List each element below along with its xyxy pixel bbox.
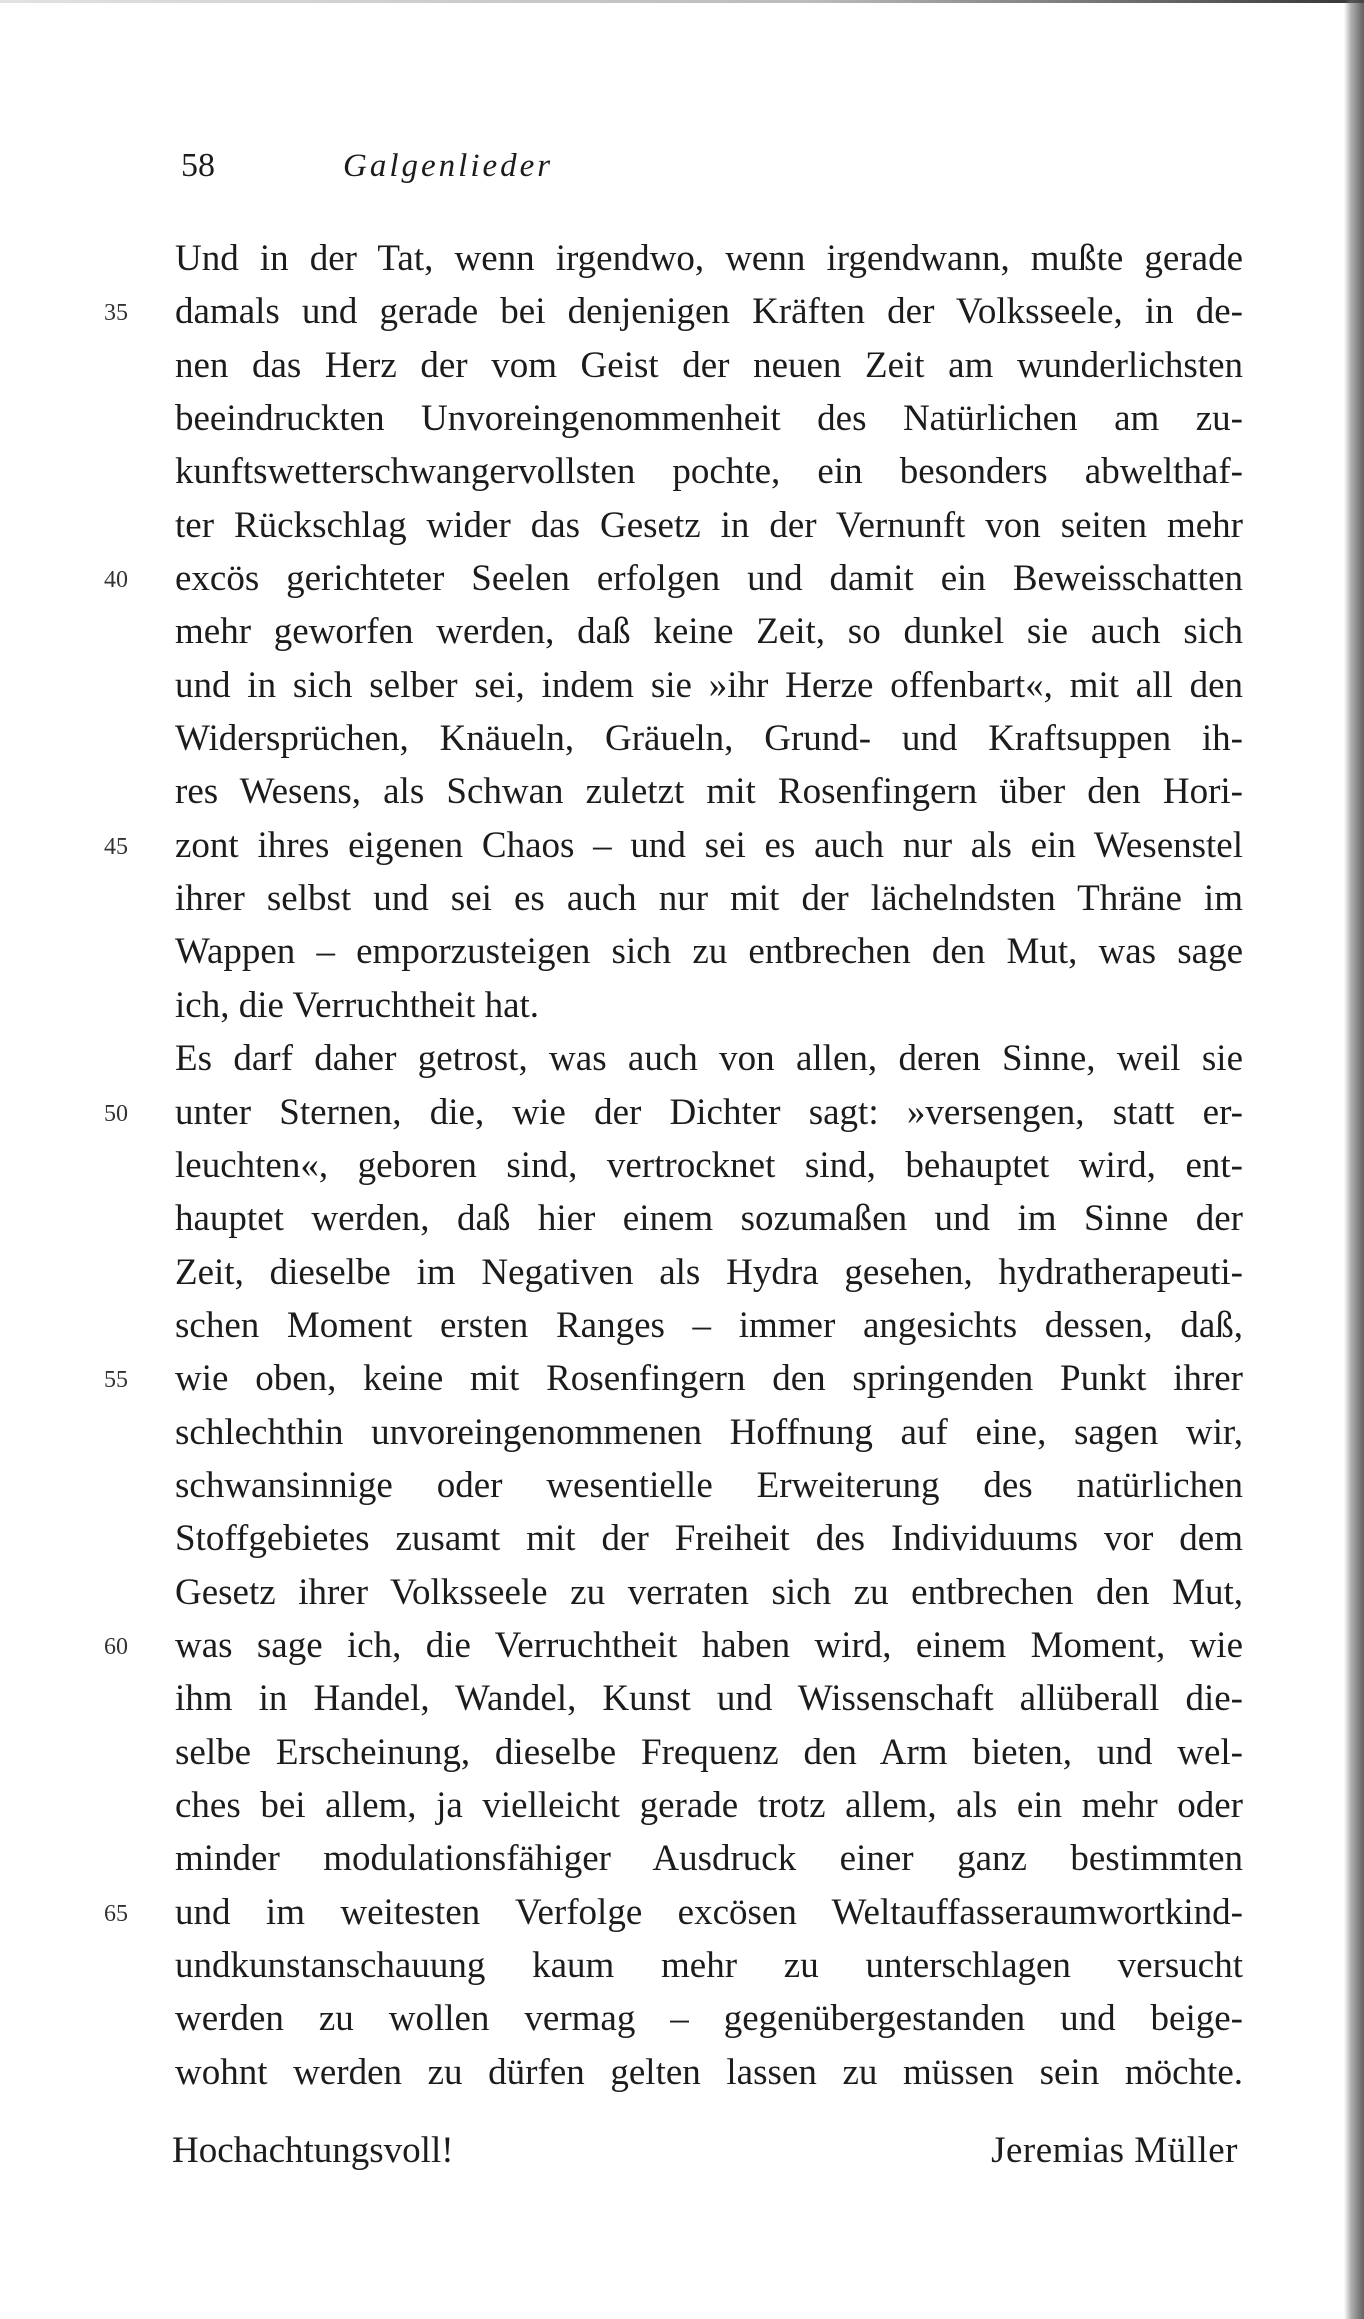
text-line (175, 232, 1243, 285)
text-line-content: ich, die Verruchtheit hat. (175, 984, 540, 1026)
signature: Jeremias Müller (991, 2130, 1238, 2171)
line-number: 35 (104, 300, 128, 327)
line-number: 55 (104, 1367, 128, 1394)
text-line-content: werden zu wollen vermag – gegenübergestanden und beige- (175, 1998, 1243, 2040)
text-line (175, 445, 1243, 498)
text-line-content: mehr geworfen werden, daß keine Zeit, so dunkel sie auch sich (175, 611, 1243, 653)
page-gutter-shadow (1344, 0, 1364, 2319)
text-line (104, 1086, 1243, 1139)
text-line-content: schlechthin unvoreingenommenen Hoffnung auf eine, sagen wir, (175, 1411, 1243, 1453)
running-head (181, 144, 781, 188)
text-line-content: ihrer selbst und sei es auch nur mit der lächelndsten Thräne im (175, 878, 1243, 920)
text-line (175, 1139, 1243, 1192)
text-line-content: Widersprüchen, Knäueln, Gräueln, Grund- und Kraftsuppen ih- (175, 718, 1243, 760)
text-line-content: beeindruckten Unvoreingenommenheit des Natürlichen am zu- (175, 398, 1243, 440)
text-line (175, 1566, 1243, 1619)
letter-closing (172, 2124, 1238, 2178)
page-number: 58 (181, 147, 215, 184)
text-line (175, 1992, 1243, 2045)
text-line (175, 1246, 1243, 1299)
text-line (175, 1459, 1243, 1512)
text-line-content: unter Sternen, die, wie der Dichter sagt: »versengen, statt er- (175, 1091, 1243, 1133)
text-line (175, 765, 1243, 818)
text-line (104, 819, 1243, 872)
text-line-content: Und in der Tat, wenn irgendwo, wenn irgendwann, mußte gerade (175, 238, 1243, 279)
text-line (175, 1192, 1243, 1245)
text-line-content: wohnt werden zu dürfen gelten lassen zu müssen sein möchte. (175, 2051, 1243, 2093)
text-line-content: damals und gerade bei denjenigen Kräften der Volksseele, in de- (175, 291, 1243, 333)
text-line (175, 1832, 1243, 1885)
text-line-content: Gesetz ihrer Volksseele zu verraten sich zu entbrechen den Mut, (175, 1571, 1243, 1613)
text-line-content: und in sich selber sei, indem sie »ihr Herze offenbart«, mit all den (175, 664, 1243, 706)
text-line-content: excös gerichteter Seelen erfolgen und damit ein Beweisschatten (175, 558, 1243, 600)
line-number: 45 (104, 833, 128, 860)
text-line-content: ches bei allem, ja vielleicht gerade trotz allem, als ein mehr oder (175, 1784, 1243, 1826)
text-line-content: Es darf daher getrost, was auch von allen, deren Sinne, weil sie (175, 1038, 1243, 1080)
text-line-content: Zeit, dieselbe im Negativen als Hydra gesehen, hydratherapeuti- (175, 1251, 1243, 1293)
text-line (175, 392, 1243, 445)
text-line-content: hauptet werden, daß hier einem sozumaßen und im Sinne der (175, 1198, 1243, 1240)
text-line (175, 1512, 1243, 1565)
text-line (175, 872, 1243, 925)
text-line (104, 552, 1243, 605)
line-number: 40 (104, 567, 128, 594)
text-line (175, 1779, 1243, 1832)
text-line-content: ihm in Handel, Wandel, Kunst und Wissenschaft allüberall die- (175, 1678, 1243, 1720)
text-line (175, 1032, 1243, 1085)
text-line-content: undkunstanschauung kaum mehr zu unterschlagen versucht (175, 1945, 1243, 1986)
text-line (104, 1886, 1243, 1939)
text-line (175, 1299, 1243, 1352)
text-line-content: ter Rückschlag wider das Gesetz in der Vernunft von seiten mehr (175, 504, 1243, 546)
text-line-content: minder modulationsfähiger Ausdruck einer ganz bestimmten (175, 1838, 1243, 1880)
page-top-edge-shadow (0, 0, 1364, 3)
body-text (104, 232, 1243, 2099)
text-line-content: selbe Erscheinung, dieselbe Frequenz den Arm bieten, und wel- (175, 1731, 1243, 1773)
running-title: Galgenlieder (343, 148, 554, 184)
line-number: 60 (104, 1633, 128, 1660)
text-line (175, 605, 1243, 658)
text-line (175, 1939, 1243, 1992)
text-line (175, 979, 1243, 1032)
text-line-content: Stoffgebietes zusamt mit der Freiheit des Individuums vor dem (175, 1518, 1243, 1560)
text-line (104, 1352, 1243, 1405)
text-line-content: schen Moment ersten Ranges – immer angesichts dessen, daß, (175, 1304, 1243, 1346)
text-line (175, 1406, 1243, 1459)
text-line-content: nen das Herz der vom Geist der neuen Zeit am wunderlichsten (175, 344, 1243, 386)
text-line (175, 339, 1243, 392)
text-line-content: kunftswetterschwangervollsten pochte, ein besonders abwelthaf- (175, 451, 1243, 493)
text-line (175, 712, 1243, 765)
text-line (175, 1726, 1243, 1779)
text-line (175, 659, 1243, 712)
text-line-content: res Wesens, als Schwan zuletzt mit Rosenfingern über den Hori- (175, 771, 1243, 813)
text-line (175, 2046, 1243, 2099)
text-line (104, 1619, 1243, 1672)
line-number: 50 (104, 1100, 128, 1127)
salutation: Hochachtungsvoll! (172, 2130, 454, 2171)
text-line (104, 285, 1243, 338)
text-line (175, 499, 1243, 552)
text-line-content: zont ihres eigenen Chaos – und sei es auch nur als ein Wesenstel (175, 824, 1243, 866)
text-line-content: und im weitesten Verfolge excösen Weltauffasseraumwortkind- (175, 1891, 1243, 1933)
text-line-content: was sage ich, die Verruchtheit haben wird, einem Moment, wie (175, 1624, 1243, 1666)
text-line-content: Wappen – emporzusteigen sich zu entbrechen den Mut, was sage (175, 931, 1243, 973)
text-line-content: wie oben, keine mit Rosenfingern den springenden Punkt ihrer (175, 1358, 1243, 1400)
line-number: 65 (104, 1900, 128, 1927)
text-line (175, 1672, 1243, 1725)
text-line-content: leuchten«, geboren sind, vertrocknet sind, behauptet wird, ent- (175, 1144, 1243, 1186)
text-line (175, 925, 1243, 978)
text-line-content: schwansinnige oder wesentielle Erweiterung des natürlichen (175, 1464, 1243, 1506)
